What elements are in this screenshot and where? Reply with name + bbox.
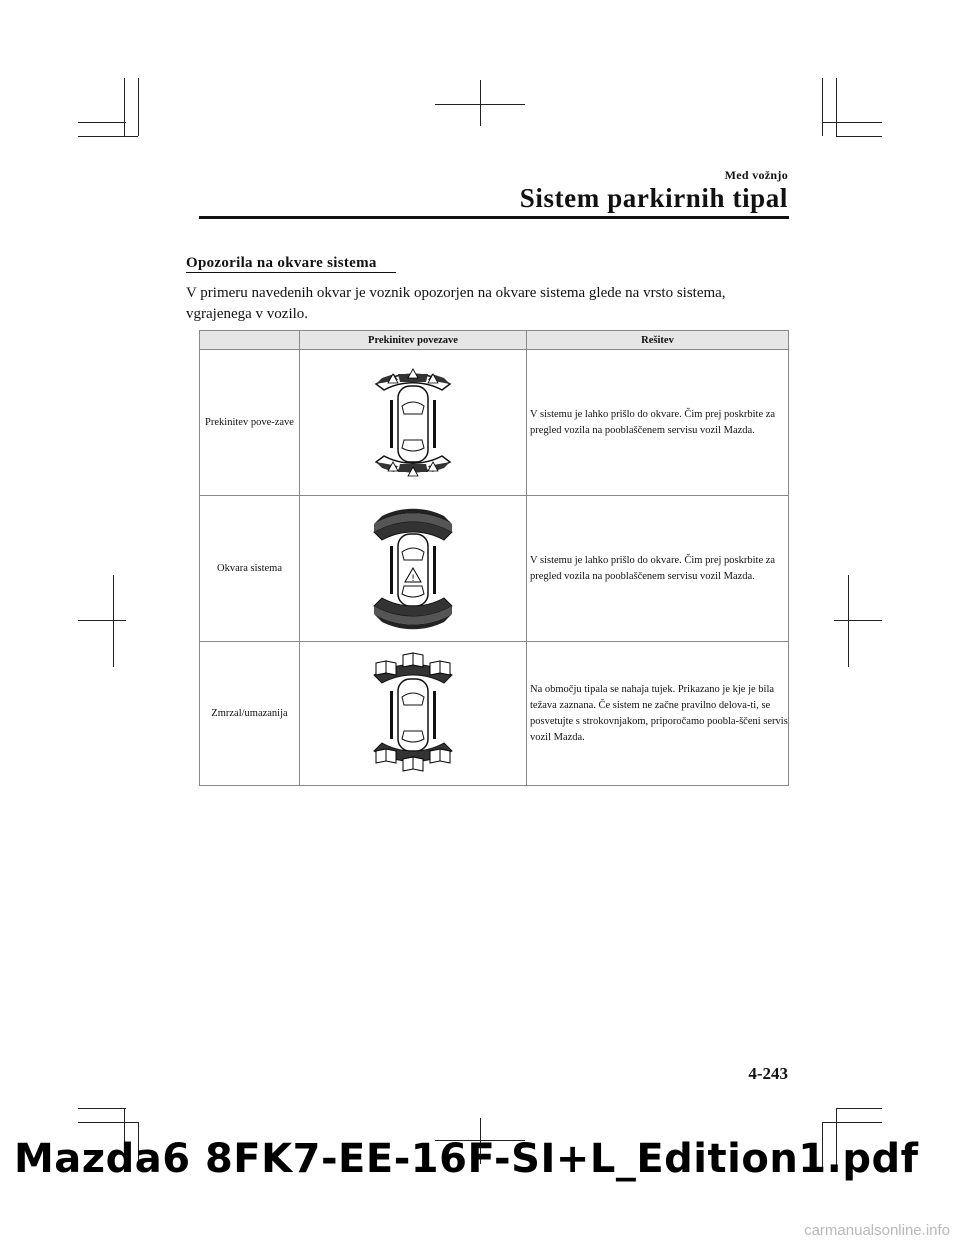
table-header-cell xyxy=(200,331,300,350)
car-sensor-dirt-icon xyxy=(368,647,458,777)
row-label: Zmrzal/umazanija xyxy=(200,642,300,786)
table-header-cell: Prekinitev povezave xyxy=(300,331,527,350)
svg-text:!: ! xyxy=(411,574,415,584)
car-sensor-disconnection-icon xyxy=(368,356,458,486)
header-divider xyxy=(199,216,789,219)
page-title: Sistem parkirnih tipal xyxy=(519,183,788,213)
row-solution: V sistemu je lahko prišlo do okvare. Čim prej poskrbite za pregled vozila na pooblaščenem servisu vozil Mazda. xyxy=(527,350,789,496)
table-row xyxy=(200,642,789,786)
section-title-underline xyxy=(186,272,396,273)
row-solution: V sistemu je lahko prišlo do okvare. Čim prej poskrbite za pregled vozila na pooblaščenem servisu vozil Mazda. xyxy=(527,496,789,642)
table-header-cell: Rešitev xyxy=(527,331,789,350)
page-number: 4-243 xyxy=(748,1064,788,1083)
car-system-failure-icon xyxy=(368,502,458,632)
table-row xyxy=(200,496,789,642)
row-solution: Na območju tipala se nahaja tujek. Prikazano je kje je bila težava zaznana. Če sistem ne začne pravilno delova-ti, se posvetujte s strokovnjakom, priporočamo poobla-ščeni servis vozil Mazda. xyxy=(527,642,789,786)
section-title: Opozorila na okvare sistema xyxy=(186,255,377,271)
header-section: Med vožnjo xyxy=(724,168,788,182)
warning-table xyxy=(199,330,789,786)
watermark: carmanualsonline.info xyxy=(804,1222,950,1239)
row-label: Okvara sistema xyxy=(200,496,300,642)
table-header-row xyxy=(200,331,789,350)
table-row xyxy=(200,350,789,496)
footer-filename: Mazda6 8FK7-EE-16F-SI+L_Edition1.pdf xyxy=(14,1136,919,1182)
row-label: Prekinitev pove-zave xyxy=(200,350,300,496)
intro-paragraph: V primeru navedenih okvar je voznik opozorjen na okvare sistema glede na vrsto sistema, vgrajenega v vozilo. xyxy=(186,285,726,322)
